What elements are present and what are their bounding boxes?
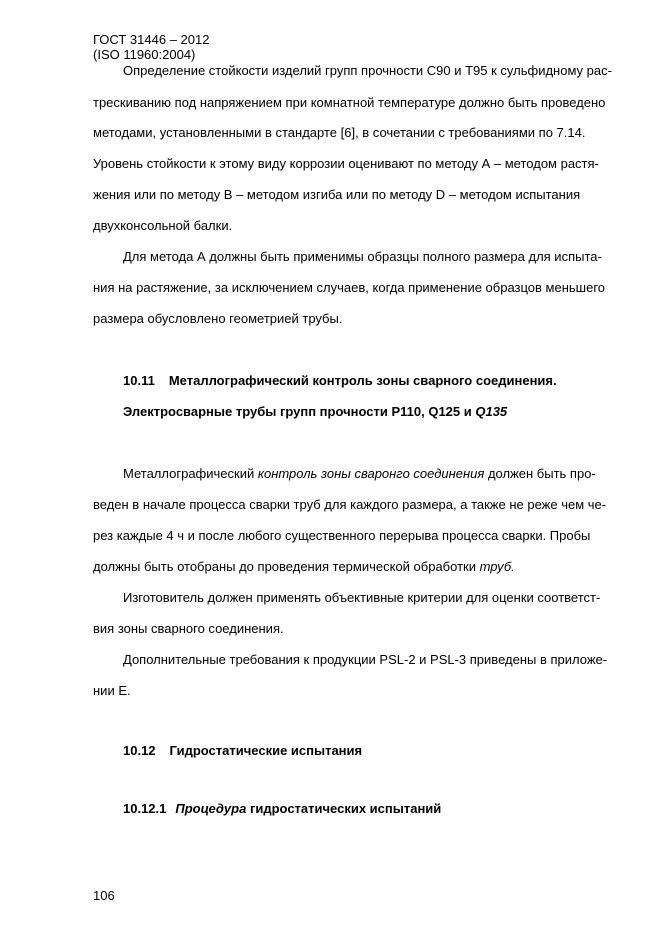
paragraph-line: трескиванию под напряжением при комнатной температуре должно быть проведено	[93, 95, 606, 110]
paragraph-line: рез каждые 4 ч и после любого существенного перерыва процесса сварки. Пробы	[93, 528, 591, 543]
paragraph-line: Определение стойкости изделий групп прочности С90 и Т95 к сульфидному рас-	[123, 63, 612, 78]
paragraph-line: размера обусловлено геометрией трубы.	[93, 311, 343, 326]
document-standard-number: ГОСТ 31446 – 2012	[93, 32, 210, 47]
section-heading-10-11	[123, 373, 557, 389]
paragraph-line: методами, установленными в стандарте [6], в сочетании с требованиями по 7.14.	[93, 125, 586, 140]
section-number: 10.11	[123, 373, 155, 388]
section-subtitle: Электросварные трубы групп прочности Р110, Q125 и	[123, 404, 476, 419]
paragraph-line: жения или по методу В – методом изгиба или по методу D – методом испытания	[93, 187, 581, 202]
paragraph-line: Изготовитель должен применять объективные критерии для оценки соответст-	[123, 590, 601, 605]
section-title: гидростатических испытаний	[246, 801, 442, 816]
italic-phrase: контроль зоны сваронго соединения	[257, 466, 485, 481]
section-title-italic: Процедура	[175, 801, 247, 816]
document-iso-reference: (ISO 11960:2004)	[93, 47, 196, 62]
paragraph-line: должны быть отобраны до проведения термической обработки труб.	[93, 559, 515, 574]
italic-word: труб.	[479, 559, 515, 574]
section-subtitle-10-11	[123, 404, 507, 420]
paragraph-line: Металлографический контроль зоны сваронго соединения должен быть про-	[123, 466, 596, 481]
section-number: 10.12	[123, 743, 156, 758]
paragraph-line: веден в начале процесса сварки труб для каждого размера, а также не реже чем че-	[93, 497, 607, 512]
section-number: 10.12.1	[123, 801, 167, 816]
section-subtitle-italic: Q135	[475, 404, 508, 419]
paragraph-line: Для метода А должны быть применимы образцы полного размера для испыта-	[123, 249, 602, 264]
section-title: Гидростатические испытания	[169, 743, 363, 758]
paragraph-line: вия зоны сварного соединения.	[93, 621, 284, 636]
page-number: 106	[93, 888, 115, 903]
section-heading-10-12	[123, 743, 362, 759]
paragraph-line: нии Е.	[93, 683, 131, 698]
paragraph-line: Уровень стойкости к этому виду коррозии оценивают по методу А – методом растя-	[93, 156, 599, 171]
paragraph-line: ния на растяжение, за исключением случаев, когда применение образцов меньшего	[93, 280, 606, 295]
paragraph-line: Дополнительные требования к продукции PSL-2 и PSL-3 приведены в приложе-	[123, 652, 608, 667]
paragraph-line: двухконсольной балки.	[93, 218, 233, 233]
section-heading-10-12-1	[123, 801, 441, 817]
section-title: Металлографический контроль зоны сварного соединения.	[168, 373, 557, 388]
